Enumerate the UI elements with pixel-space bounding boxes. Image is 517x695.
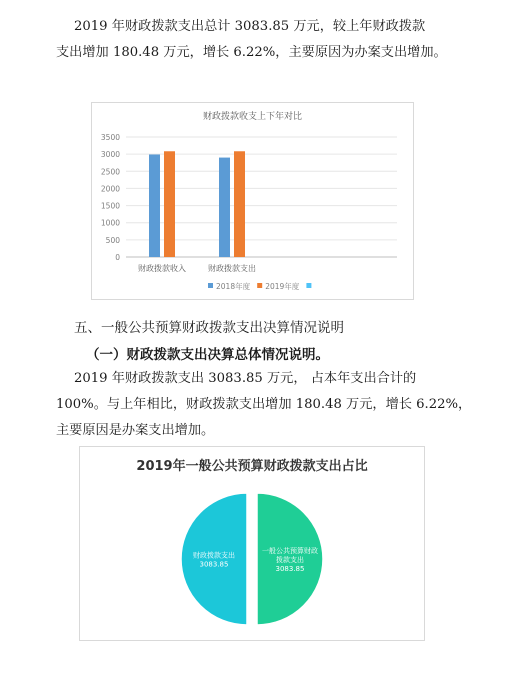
y-tick-label: 2000 — [100, 184, 120, 194]
y-tick-label: 3000 — [100, 150, 120, 160]
y-tick-label: 2500 — [100, 167, 120, 177]
y-tick-label: 500 — [105, 235, 120, 245]
pie-slice-label: 3083.85 — [199, 560, 229, 569]
legend-swatch — [208, 283, 213, 288]
paragraph-line: 2019 年财政拨款支出 3083.85 万元， 占本年支出合计的 — [74, 371, 417, 386]
pie-slice-label: 财政拨款支出 — [193, 551, 235, 560]
bar-chart-svg — [92, 103, 413, 299]
bar — [164, 151, 175, 257]
pie-slice-label: 一般公共预算财政 — [262, 547, 318, 555]
section-heading: 五、一般公共预算财政拨款支出决算情况说明 — [74, 320, 344, 336]
legend-swatch — [257, 283, 262, 288]
bar — [219, 158, 230, 257]
bar-chart — [91, 102, 414, 300]
y-tick-label: 3500 — [100, 133, 120, 142]
paragraph-line: 支出增加 180.48 万元，增长 6.22%，主要原因为办案支出增加。 — [56, 45, 447, 60]
legend-label: 2018年度 — [216, 282, 251, 291]
pie-chart-svg — [80, 447, 424, 640]
y-tick-label: 0 — [115, 253, 120, 262]
x-tick-label: 财政拨款收入 — [138, 264, 186, 273]
paragraph-line: 100%。与上年相比，财政拨款支出增加 180.48 万元，增长 6.22%， — [56, 397, 472, 412]
pie-slice-label: 拨款支出 — [276, 556, 304, 564]
paragraph-line: 2019 年财政拨款支出总计 3083.85 万元，较上年财政拨款 — [74, 19, 426, 34]
chart-title: 财政拨款收支上下年对比 — [202, 112, 302, 122]
pie-chart — [79, 446, 425, 641]
bar — [234, 151, 245, 257]
legend-swatch — [306, 283, 311, 288]
y-tick-label: 1000 — [100, 218, 120, 228]
pie-slice-label: 3083.85 — [275, 565, 305, 573]
bar — [149, 154, 160, 257]
subsection-heading: （一）财政拨款支出决算总体情况说明。 — [86, 347, 329, 363]
x-tick-label: 财政拨款支出 — [208, 264, 256, 273]
chart-title: 2019年一般公共预算财政拨款支出占比 — [136, 459, 368, 474]
y-tick-label: 1500 — [100, 201, 120, 211]
legend-label: 2019年度 — [265, 282, 300, 291]
paragraph-line: 主要原因是办案支出增加。 — [56, 423, 215, 438]
